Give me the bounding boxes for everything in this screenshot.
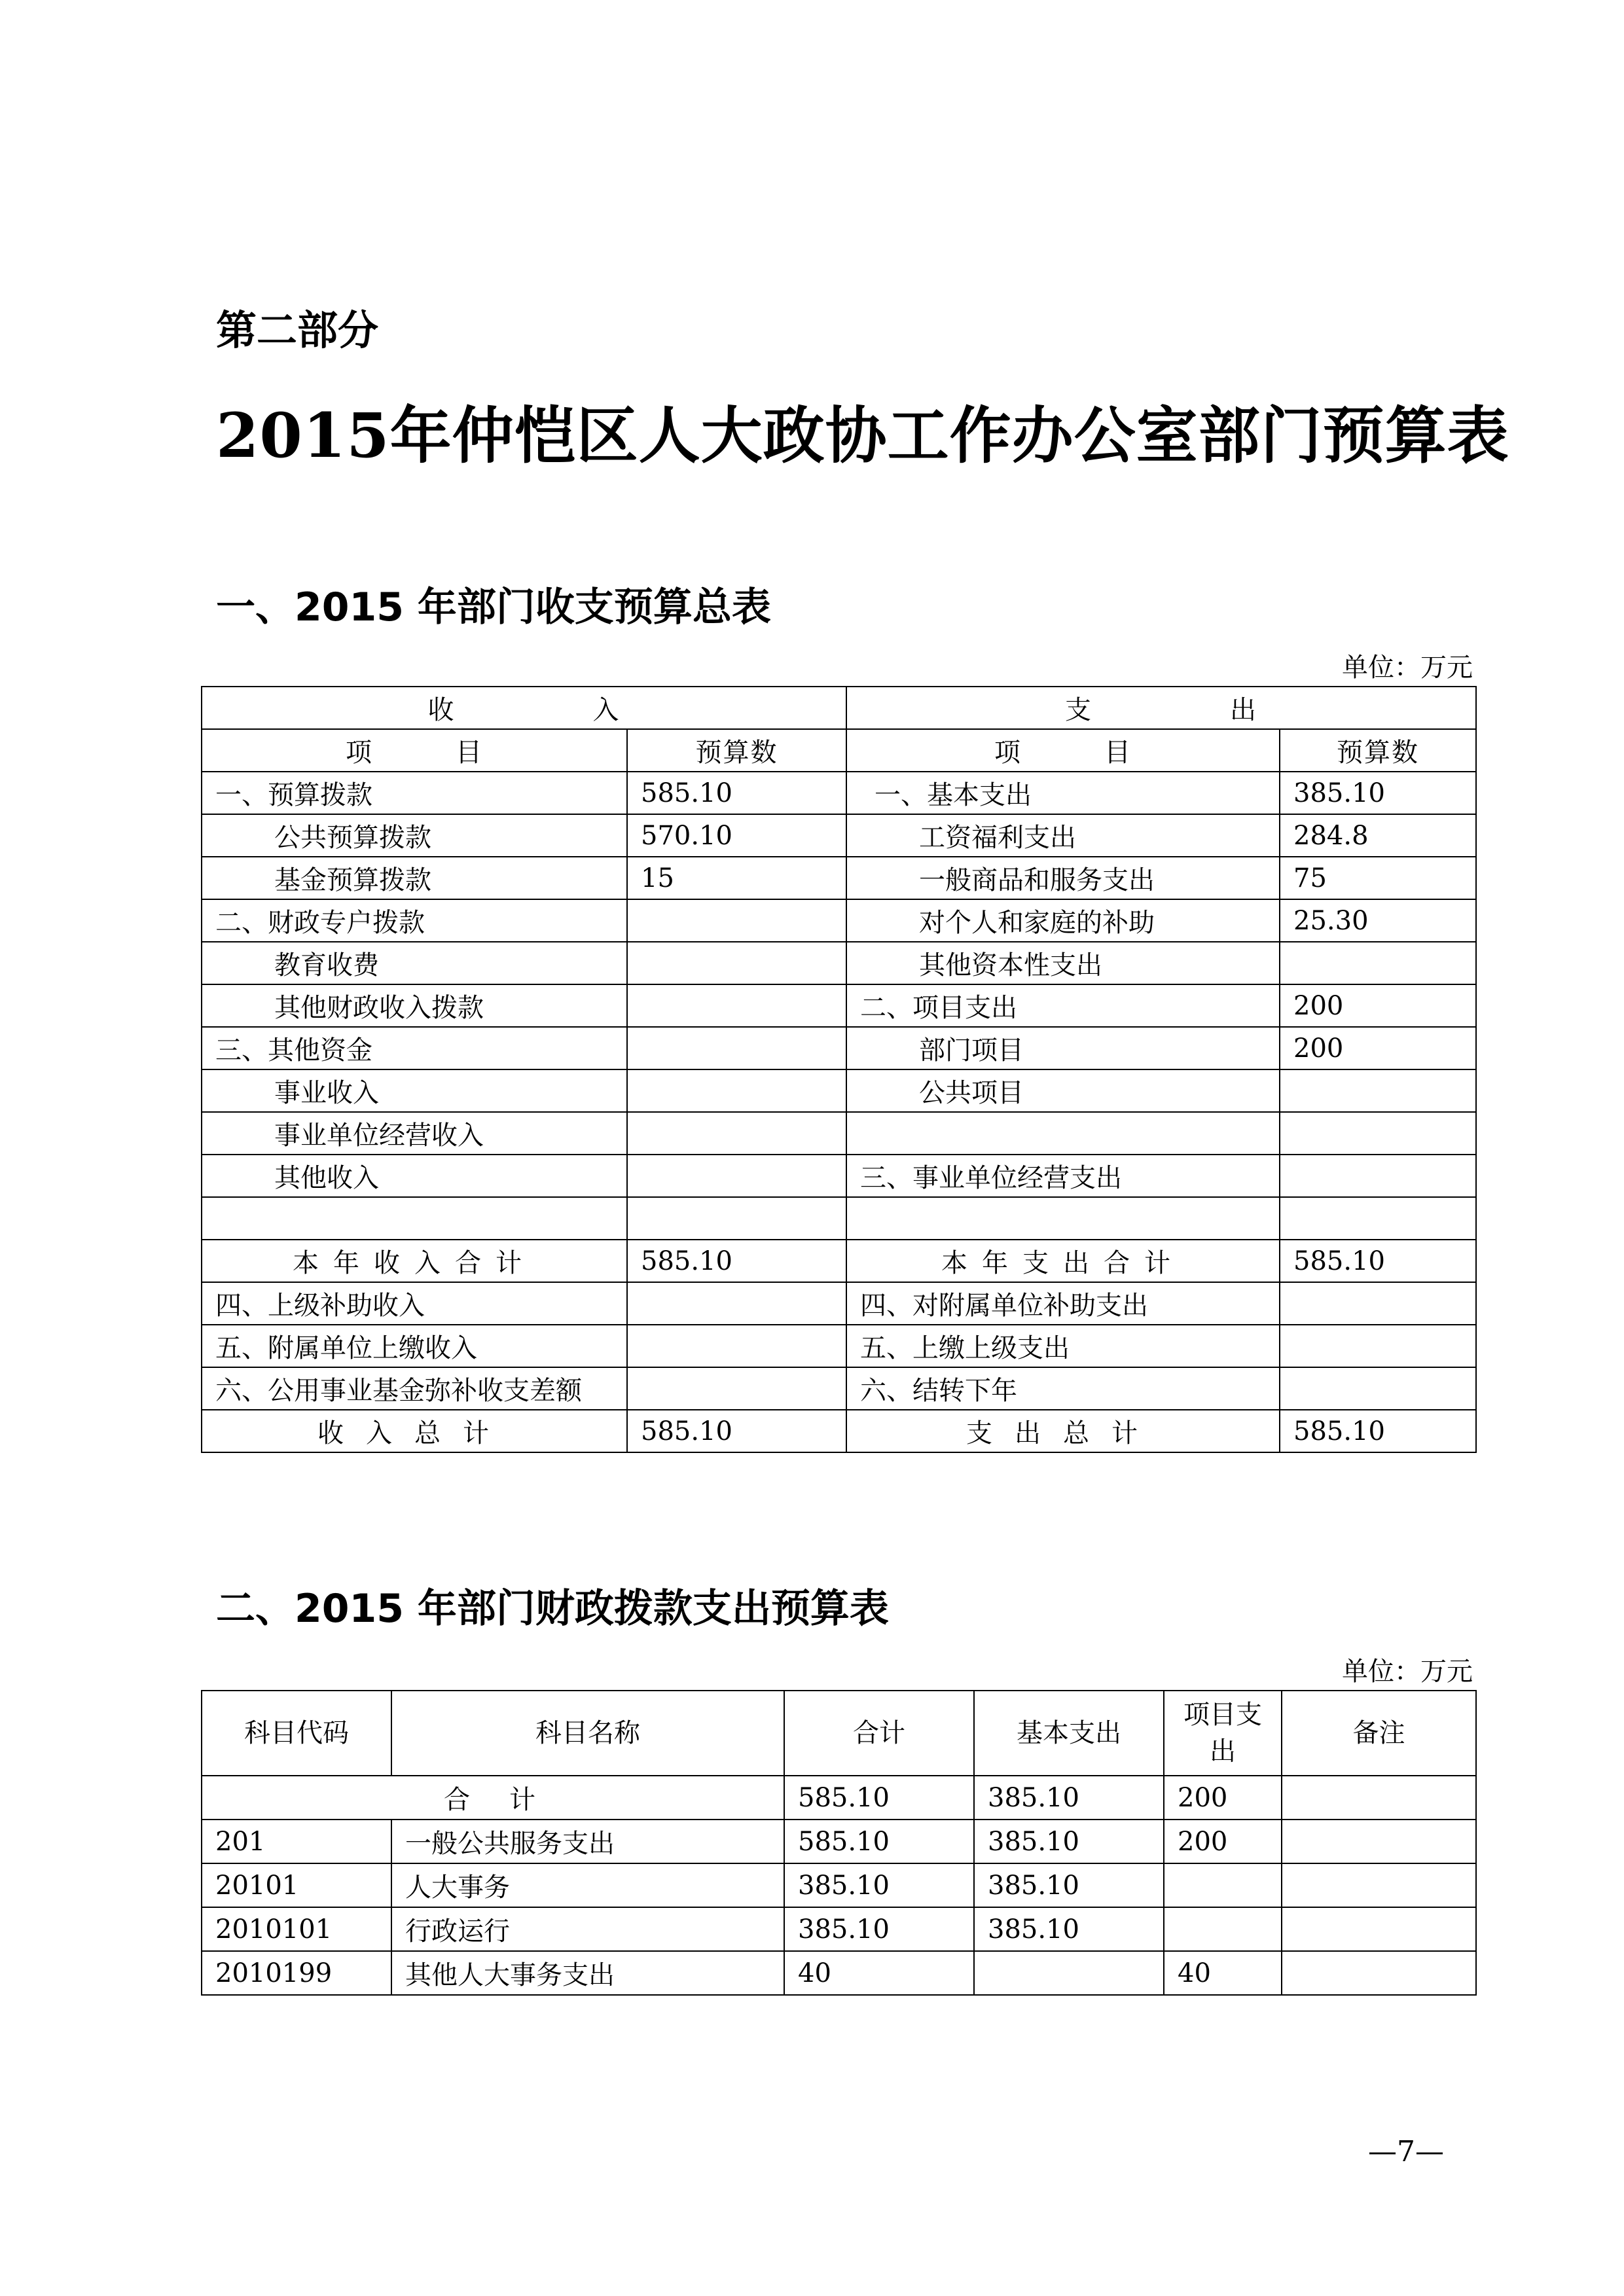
table-row xyxy=(202,942,1476,984)
income-item: 其他收入 xyxy=(202,1155,627,1197)
subject-basic xyxy=(974,1951,1164,1995)
income-value xyxy=(627,1069,846,1112)
subject-name: 行政运行 xyxy=(391,1907,784,1951)
income-value xyxy=(627,1282,846,1325)
table-row xyxy=(202,984,1476,1027)
income-value xyxy=(627,984,846,1027)
expense-value: 200 xyxy=(1280,984,1476,1027)
expense-value: 585.10 xyxy=(1280,1410,1476,1452)
expense-value: 284.8 xyxy=(1280,814,1476,857)
expense-value xyxy=(1280,1112,1476,1155)
expense-value xyxy=(1280,1197,1476,1240)
total-basic: 385.10 xyxy=(974,1776,1164,1820)
income-item: 其他财政收入拨款 xyxy=(202,984,627,1027)
income-item: 五、附属单位上缴收入 xyxy=(202,1325,627,1367)
income-value: 585.10 xyxy=(627,772,846,814)
income-item: 四、上级补助收入 xyxy=(202,1282,627,1325)
expense-item xyxy=(846,1197,1280,1240)
expense-item: 六、结转下年 xyxy=(846,1367,1280,1410)
income-expense-table xyxy=(201,686,1477,1453)
table-row xyxy=(202,1027,1476,1069)
expense-value: 385.10 xyxy=(1280,772,1476,814)
subject-basic: 385.10 xyxy=(974,1907,1164,1951)
subject-basic: 385.10 xyxy=(974,1863,1164,1907)
section2-unit: 单位：万元 xyxy=(1342,1657,1473,1687)
subject-name: 一般公共服务支出 xyxy=(391,1820,784,1863)
expense-item: 公共项目 xyxy=(846,1069,1280,1112)
subject-project: 200 xyxy=(1164,1820,1282,1863)
header-code: 科目代码 xyxy=(202,1691,391,1776)
income-value xyxy=(627,1367,846,1410)
section1-unit: 单位：万元 xyxy=(1342,653,1473,683)
table-row xyxy=(202,772,1476,814)
income-value: 570.10 xyxy=(627,814,846,857)
expense-value: 25.30 xyxy=(1280,899,1476,942)
subject-code: 2010199 xyxy=(202,1951,391,1995)
income-value xyxy=(627,1112,846,1155)
income-value: 15 xyxy=(627,857,846,899)
income-subtotal-label: 本年收入合计 xyxy=(202,1240,627,1282)
table-row xyxy=(202,1951,1476,1995)
income-value xyxy=(627,1325,846,1367)
expense-item: 五、上缴上级支出 xyxy=(846,1325,1280,1367)
income-item: 事业收入 xyxy=(202,1069,627,1112)
expense-value xyxy=(1280,1367,1476,1410)
expense-value: 200 xyxy=(1280,1027,1476,1069)
table-row xyxy=(202,1325,1476,1367)
income-item: 二、财政专户拨款 xyxy=(202,899,627,942)
subject-project: 40 xyxy=(1164,1951,1282,1995)
table-row xyxy=(202,1155,1476,1197)
table-row xyxy=(202,1863,1476,1907)
total-note xyxy=(1282,1776,1476,1820)
expense-subtotal-label: 本年支出合计 xyxy=(846,1240,1280,1282)
income-value: 585.10 xyxy=(627,1410,846,1452)
subject-note xyxy=(1282,1907,1476,1951)
table-row xyxy=(202,814,1476,857)
subject-note xyxy=(1282,1863,1476,1907)
header-note: 备注 xyxy=(1282,1691,1476,1776)
income-item: 三、其他资金 xyxy=(202,1027,627,1069)
income-item: 一、预算拨款 xyxy=(202,772,627,814)
subject-code: 20101 xyxy=(202,1863,391,1907)
expense-item: 对个人和家庭的补助 xyxy=(846,899,1280,942)
expense-item: 工资福利支出 xyxy=(846,814,1280,857)
expense-value: 585.10 xyxy=(1280,1240,1476,1282)
col-item-income: 项 目 xyxy=(202,729,627,772)
table-row xyxy=(202,1282,1476,1325)
subject-name: 其他人大事务支出 xyxy=(391,1951,784,1995)
table-row-total xyxy=(202,1776,1476,1820)
income-item: 教育收费 xyxy=(202,942,627,984)
table-row-subtotal xyxy=(202,1240,1476,1282)
income-value xyxy=(627,942,846,984)
part-label: 第二部分 xyxy=(216,306,379,354)
expense-item: 部门项目 xyxy=(846,1027,1280,1069)
table-row xyxy=(202,1907,1476,1951)
expense-header: 支 出 xyxy=(846,687,1476,729)
expense-value xyxy=(1280,1282,1476,1325)
table-row-total xyxy=(202,1410,1476,1452)
table-row xyxy=(202,1197,1476,1240)
income-item xyxy=(202,1197,627,1240)
subject-sum: 585.10 xyxy=(784,1820,974,1863)
expense-total-label: 支出总计 xyxy=(846,1410,1280,1452)
income-value xyxy=(627,1155,846,1197)
subject-sum: 385.10 xyxy=(784,1907,974,1951)
expense-value xyxy=(1280,942,1476,984)
subject-basic: 385.10 xyxy=(974,1820,1164,1863)
income-item: 公共预算拨款 xyxy=(202,814,627,857)
table-row xyxy=(202,1112,1476,1155)
subject-sum: 40 xyxy=(784,1951,974,1995)
income-item: 事业单位经营收入 xyxy=(202,1112,627,1155)
section2-heading: 二、2015 年部门财政拨款支出预算表 xyxy=(216,1586,889,1632)
subject-project xyxy=(1164,1863,1282,1907)
header-sum: 合计 xyxy=(784,1691,974,1776)
page-number: —7— xyxy=(1368,2135,1444,2168)
header-project: 项目支出 xyxy=(1164,1691,1282,1776)
appropriation-table xyxy=(201,1690,1477,1996)
col-budget-expense: 预算数 xyxy=(1280,729,1476,772)
table-row xyxy=(202,857,1476,899)
income-header: 收 入 xyxy=(202,687,846,729)
income-value xyxy=(627,899,846,942)
income-value: 585.10 xyxy=(627,1240,846,1282)
subject-project xyxy=(1164,1907,1282,1951)
subject-code: 2010101 xyxy=(202,1907,391,1951)
expense-item: 三、事业单位经营支出 xyxy=(846,1155,1280,1197)
expense-item: 一般商品和服务支出 xyxy=(846,857,1280,899)
expense-value: 75 xyxy=(1280,857,1476,899)
total-label: 合 计 xyxy=(202,1776,784,1820)
income-total-label: 收入总计 xyxy=(202,1410,627,1452)
subject-name: 人大事务 xyxy=(391,1863,784,1907)
subject-note xyxy=(1282,1951,1476,1995)
income-value xyxy=(627,1027,846,1069)
header-name: 科目名称 xyxy=(391,1691,784,1776)
expense-item xyxy=(846,1112,1280,1155)
table-row xyxy=(202,1069,1476,1112)
subject-code: 201 xyxy=(202,1820,391,1863)
expense-item: 二、项目支出 xyxy=(846,984,1280,1027)
income-item: 基金预算拨款 xyxy=(202,857,627,899)
subject-note xyxy=(1282,1820,1476,1863)
table-row xyxy=(202,1820,1476,1863)
expense-value xyxy=(1280,1325,1476,1367)
page-title: 2015年仲恺区人大政协工作办公室部门预算表 xyxy=(216,400,1509,472)
expense-item: 其他资本性支出 xyxy=(846,942,1280,984)
income-item: 六、公用事业基金弥补收支差额 xyxy=(202,1367,627,1410)
total-sum: 585.10 xyxy=(784,1776,974,1820)
expense-value xyxy=(1280,1069,1476,1112)
col-item-expense: 项 目 xyxy=(846,729,1280,772)
total-project: 200 xyxy=(1164,1776,1282,1820)
table-row xyxy=(202,1367,1476,1410)
income-value xyxy=(627,1197,846,1240)
expense-item: 四、对附属单位补助支出 xyxy=(846,1282,1280,1325)
expense-item: 一、基本支出 xyxy=(846,772,1280,814)
table-row xyxy=(202,899,1476,942)
section1-heading: 一、2015 年部门收支预算总表 xyxy=(216,584,771,630)
subject-sum: 385.10 xyxy=(784,1863,974,1907)
expense-value xyxy=(1280,1155,1476,1197)
header-basic: 基本支出 xyxy=(974,1691,1164,1776)
col-budget-income: 预算数 xyxy=(627,729,846,772)
